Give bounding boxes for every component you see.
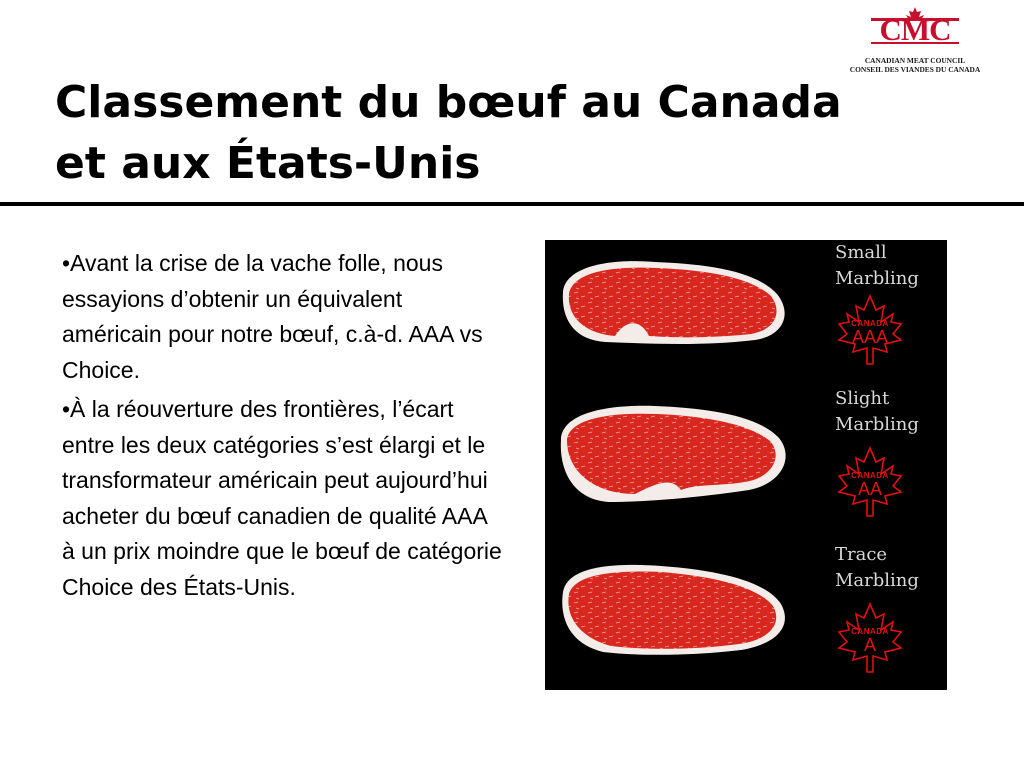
- bullet-list: [62, 246, 502, 609]
- grade-label-trace: [835, 542, 945, 594]
- beef-grades-photo: [545, 240, 947, 690]
- badge-country: CANADA: [851, 319, 889, 328]
- grade-label-line: Trace: [835, 544, 888, 565]
- badge-country: CANADA: [851, 627, 889, 636]
- grade-label-line: Marbling: [835, 570, 919, 591]
- grade-label-line: Small: [835, 242, 887, 263]
- grade-label-slight: [835, 386, 945, 438]
- steak-small-marbling: [563, 261, 785, 344]
- title-divider: [0, 202, 1024, 206]
- steak-trace-marbling: [562, 565, 785, 655]
- bullet-item: •Avant la crise de la vache folle, nous essayions d’obtenir un équivalent américain pour notre bœuf, c.à-d. AAA vs Choice.: [62, 250, 483, 383]
- logo-acronym: CMC: [879, 12, 951, 47]
- slide-title: Classement du bœuf au Canada et aux États-Unis: [55, 77, 842, 189]
- grade-label-line: Marbling: [835, 414, 919, 435]
- grade-label-line: Marbling: [835, 268, 919, 289]
- grade-label-small: [835, 240, 945, 292]
- grade-badge-aa: [835, 448, 905, 522]
- grade-label-line: Slight: [835, 388, 890, 409]
- badge-grade: AA: [857, 479, 882, 499]
- logo-mark: [835, 6, 995, 46]
- badge-grade: AAA: [851, 327, 889, 347]
- grade-badge-a: [835, 604, 905, 678]
- logo-name-french: CONSEIL DES VIANDES DU CANADA: [849, 65, 981, 74]
- cmc-logo: [835, 6, 995, 76]
- bullet-item: •À la réouverture des frontières, l’écart entre les deux catégories s’est élargi et le transformateur américain peut aujourd’hui acheter du bœuf canadien de qualité AAA à un prix moindre que le bœuf de catégorie Choice des États-Unis.: [62, 396, 502, 600]
- badge-grade: A: [863, 635, 876, 655]
- steak-slight-marbling: [561, 406, 786, 502]
- logo-name-english: CANADIAN MEAT COUNCIL: [864, 56, 966, 65]
- grade-badge-aaa: [835, 296, 905, 370]
- badge-country: CANADA: [851, 471, 889, 480]
